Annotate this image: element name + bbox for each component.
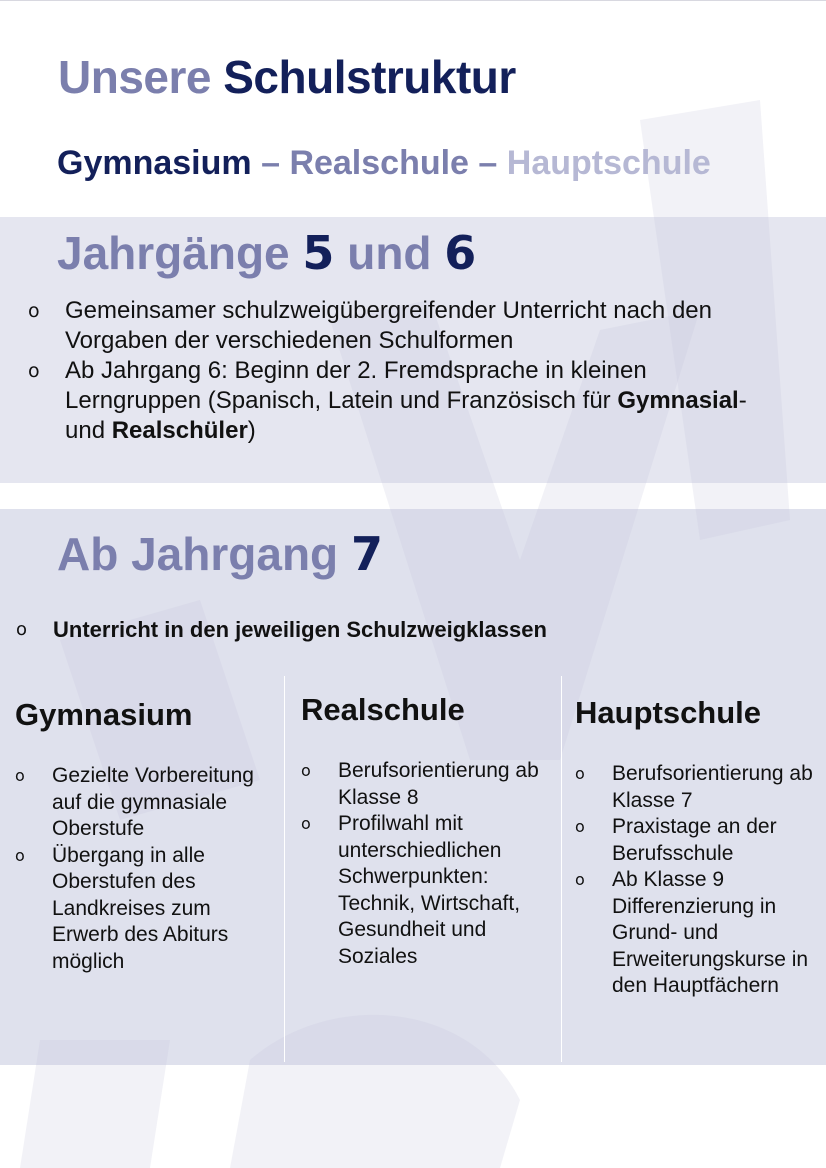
page-subtitle — [57, 144, 711, 183]
list-item-text: ) — [247, 417, 256, 444]
list-item-text: Übergang in alle Oberstufen des Landkreises zum Erwerb des Abiturs möglich — [52, 843, 229, 973]
list-item-text: Gemeinsamer schulzweigübergreifender Unterricht nach den Vorgaben der verschiedenen Schulformen — [65, 297, 712, 354]
list-item — [28, 296, 748, 356]
subtitle-separator: – — [251, 144, 290, 182]
list-item-text: Profilwahl mit unterschiedlichen Schwerpunkten: Technik, Wirtschaft, Gesundheit und Soziales — [338, 812, 521, 968]
list-item — [301, 811, 556, 970]
column-heading-hauptschule: Hauptschule — [575, 695, 762, 730]
column-list-hauptschule — [575, 761, 815, 1000]
title-part-schulstruktur: Schulstruktur — [223, 51, 516, 103]
list-item — [575, 814, 815, 867]
list-item-text: Berufsorientierung ab Klasse 7 — [612, 762, 813, 812]
bullet-circle-icon: o — [301, 814, 311, 833]
list-item-text: Berufsorientierung ab Klasse 8 — [338, 759, 539, 809]
list-item-text: Ab Klasse 9 Differenzierung in Grund- und Erweiterungskurse in den Hauptfächern — [612, 868, 809, 997]
heading-number: 5 — [302, 226, 335, 280]
bullet-circle-icon: o — [15, 845, 25, 865]
bullet-circle-icon: o — [575, 817, 585, 836]
heading-number: 6 — [444, 226, 477, 280]
section2-bullet-list — [16, 615, 716, 645]
column-heading-realschule: Realschule — [301, 692, 465, 727]
heading-text: Ab Jahrgang — [57, 528, 339, 580]
bullet-circle-icon: o — [301, 761, 311, 780]
heading-number: 7 — [350, 527, 383, 581]
list-item — [575, 867, 815, 1000]
subtitle-separator: – — [468, 144, 507, 182]
column-divider — [284, 676, 285, 1062]
list-item — [15, 843, 283, 976]
top-divider — [0, 0, 826, 1]
bullet-circle-icon: o — [575, 870, 585, 889]
column-list-realschule — [301, 758, 556, 970]
bullet-circle-icon: o — [28, 300, 40, 322]
subtitle-hauptschule: Hauptschule — [506, 144, 711, 182]
list-item-text: Unterricht in den jeweiligen Schulzweigklassen — [53, 617, 547, 642]
page-title — [58, 50, 516, 104]
column-divider — [561, 676, 562, 1062]
column-heading-gymnasium: Gymnasium — [15, 697, 193, 732]
list-item-text: Ab Jahrgang 6: Beginn der 2. Fremdsprache in kleinen Lerngruppen (Spanisch, Latein und Französisch für — [65, 357, 647, 414]
list-item-text: - und — [65, 387, 747, 444]
bullet-circle-icon: o — [575, 764, 585, 783]
section1-bullet-list — [28, 296, 748, 446]
list-item-bold-text: Gymnasial — [617, 387, 739, 414]
list-item — [16, 615, 716, 645]
list-item-text: Gezielte Vorbereitung auf die gymnasiale Oberstufe — [52, 764, 254, 840]
title-part-unsere: Unsere — [58, 51, 211, 103]
bullet-circle-icon: o — [28, 360, 40, 382]
list-item — [575, 761, 815, 814]
heading-jahrgaenge-5-6 — [57, 226, 476, 280]
bullet-circle-icon: o — [16, 619, 28, 640]
heading-ab-jahrgang-7 — [57, 527, 383, 581]
subtitle-gymnasium: Gymnasium — [57, 144, 252, 182]
bullet-circle-icon: o — [15, 766, 25, 785]
list-item — [28, 356, 748, 446]
heading-text: und — [347, 227, 432, 279]
list-item-text: Praxistage an der Berufsschule — [612, 815, 777, 865]
list-item-bold-text: Realschüler — [111, 417, 248, 444]
subtitle-realschule: Realschule — [289, 144, 469, 182]
list-item — [301, 758, 556, 811]
heading-text: Jahrgänge — [57, 227, 290, 279]
list-item — [15, 763, 283, 843]
column-list-gymnasium — [15, 763, 283, 975]
